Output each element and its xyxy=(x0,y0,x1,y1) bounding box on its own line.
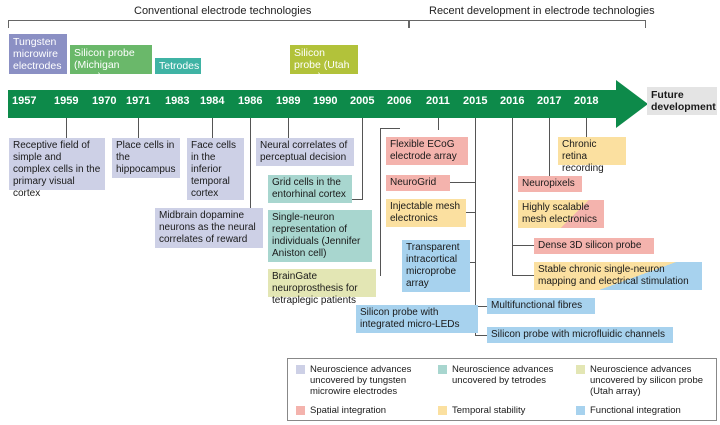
box-highly-scalable-mesh: Highly scalable mesh electronics xyxy=(518,200,604,228)
connector-1984 xyxy=(212,118,213,140)
legend-swatch-silicon xyxy=(576,365,585,374)
connector-2016-stable xyxy=(512,275,534,276)
connector-2016 xyxy=(512,118,513,276)
box-dense-3d-probe: Dense 3D silicon probe xyxy=(534,238,654,254)
box-transparent-microprobe: Transparent intracortical microprobe array xyxy=(402,240,470,292)
connector-1971 xyxy=(138,118,139,140)
connector-2018 xyxy=(586,118,587,138)
tag-tungsten-microwire: Tungsten microwire electrodes xyxy=(9,34,67,74)
year-1990: 1990 xyxy=(313,95,338,107)
legend-swatch-tetrodes xyxy=(438,365,447,374)
box-micro-leds: Silicon probe with integrated micro-LEDs xyxy=(356,305,478,333)
legend-swatch-tungsten xyxy=(296,365,305,374)
box-stable-chronic-mapping: Stable chronic single-neuron mapping and electrical stimulation xyxy=(534,262,702,290)
year-1986: 1986 xyxy=(238,95,263,107)
year-1971: 1971 xyxy=(126,95,151,107)
legend-swatch-temporal xyxy=(438,406,447,415)
connector-2016-dense xyxy=(512,245,534,246)
box-receptive-field: Receptive field of simple and complex cells in the primary visual cortex xyxy=(9,138,105,190)
box-face-cells: Face cells in the inferior temporal cortex xyxy=(187,138,244,200)
year-1957: 1957 xyxy=(12,95,37,107)
connector-2006-top xyxy=(380,128,400,129)
year-1989: 1989 xyxy=(276,95,301,107)
connector-2005 xyxy=(362,118,363,200)
conventional-era-label: Conventional electrode technologies xyxy=(130,5,315,17)
tag-silicon-michigan: Silicon probe (Michigan array) xyxy=(70,45,152,74)
future-development-label: Future development xyxy=(647,87,717,115)
connector-2011 xyxy=(438,118,439,130)
box-flexible-ecog: Flexible ECoG electrode array xyxy=(386,137,468,165)
connector-2015 xyxy=(475,118,476,336)
box-place-cells: Place cells in the hippocampus xyxy=(112,138,180,178)
year-2017: 2017 xyxy=(537,95,562,107)
year-2005: 2005 xyxy=(350,95,375,107)
connector-2005-branch xyxy=(352,199,363,200)
box-midbrain-dopamine: Midbrain dopamine neurons as the neural correlates of reward xyxy=(155,208,263,248)
box-microfluidic-channels: Silicon probe with microfluidic channels xyxy=(487,327,673,343)
connector-1989 xyxy=(288,118,289,140)
box-perceptual-decision: Neural correlates of perceptual decision xyxy=(256,138,354,166)
recent-era-label: Recent development in electrode technologies xyxy=(425,5,659,17)
tag-tetrodes: Tetrodes xyxy=(155,58,201,74)
legend: Neuroscience advances uncovered by tungsten microwire electrodes Neuroscience advances uncovered by tetrodes Neuroscience advances uncovered by silicon probe (Utah array) Spatial integration Temporal stability Functional integration xyxy=(287,358,717,421)
year-2016: 2016 xyxy=(500,95,525,107)
box-chronic-retina: Chronic retina recording xyxy=(558,137,626,165)
connector-2006 xyxy=(380,128,381,276)
year-2006: 2006 xyxy=(387,95,412,107)
box-injectable-mesh: Injectable mesh electronics xyxy=(386,199,466,227)
year-2011: 2011 xyxy=(426,95,450,107)
year-1984: 1984 xyxy=(200,95,225,107)
connector-2017 xyxy=(549,118,550,178)
legend-swatch-functional xyxy=(576,406,585,415)
box-neuropixels: Neuropixels xyxy=(518,176,582,192)
tag-silicon-utah: Silicon probe (Utah array) xyxy=(290,45,358,74)
year-1983: 1983 xyxy=(165,95,190,107)
connector-1959 xyxy=(66,118,67,140)
box-multifunctional-fibres: Multifunctional fibres xyxy=(487,298,595,314)
connector-2015-neurogrid xyxy=(450,182,475,183)
box-single-neuron: Single-neuron representation of individuals (Jennifer Aniston cell) xyxy=(268,210,372,262)
year-2018: 2018 xyxy=(574,95,599,107)
box-neurogrid: NeuroGrid xyxy=(386,175,450,191)
year-1970: 1970 xyxy=(92,95,117,107)
box-braingate: BrainGate neuroprosthesis for tetraplegic patients xyxy=(268,269,376,297)
year-2015: 2015 xyxy=(463,95,488,107)
connector-1986 xyxy=(250,118,251,210)
connector-2015-microfluidic xyxy=(475,335,487,336)
legend-swatch-spatial xyxy=(296,406,305,415)
box-grid-cells: Grid cells in the entorhinal cortex xyxy=(268,175,352,203)
year-1959: 1959 xyxy=(54,95,79,107)
